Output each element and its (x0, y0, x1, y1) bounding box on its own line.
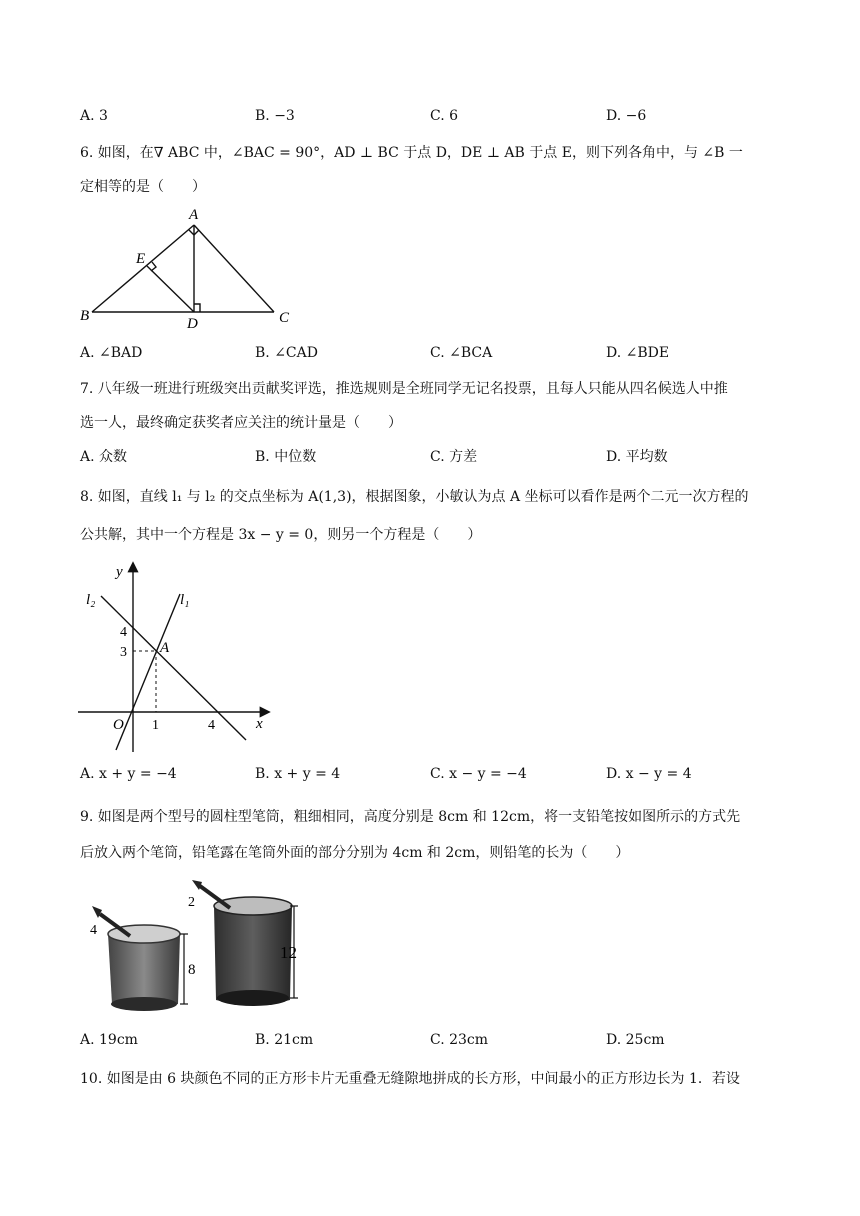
label-x-axis: x (256, 716, 263, 732)
label-left-height: 8 (188, 962, 196, 978)
label-b: B (80, 308, 90, 324)
q8-line-graph (76, 556, 276, 756)
tick-y-4: 4 (120, 625, 127, 640)
label-point-a: A (160, 640, 170, 656)
q9-pen-holder-photo (80, 876, 320, 1026)
q9-option-d: D. 25cm (606, 1032, 665, 1048)
q5-option-b: B. −3 (255, 108, 295, 124)
q6-option-a: A. ∠BAD (80, 345, 143, 361)
q8-option-b: B. x + y = 4 (255, 766, 341, 782)
q6-stem-line1: 6. 如图，在∇ ABC 中，∠BAC = 90°，AD ⊥ BC 于点 D，DE ⊥ AB 于点 E，则下列各角中，与 ∠B 一 (80, 145, 743, 161)
q9-stem-line1: 9. 如图是两个型号的圆柱型笔筒，粗细相同，高度分别是 8cm 和 12cm，将一支铅笔按如图所示的方式先 (80, 809, 741, 825)
label-right-out: 2 (188, 895, 195, 910)
q9-option-a: A. 19cm (80, 1032, 138, 1048)
q7-option-a: A. 众数 (80, 449, 128, 465)
q9-stem-line2: 后放入两个笔筒，铅笔露在笔筒外面的部分分别为 4cm 和 2cm，则铅笔的长为（ ） (80, 845, 630, 861)
label-e: E (136, 251, 146, 267)
q9-option-b: B. 21cm (255, 1032, 314, 1048)
q6-option-b: B. ∠CAD (255, 345, 318, 361)
q5-option-c: C. 6 (430, 108, 459, 124)
q5-option-d: D. −6 (606, 108, 647, 124)
label-l2: l₂ (86, 592, 96, 608)
label-left-out: 4 (90, 923, 97, 938)
q6-triangle-figure (76, 200, 296, 335)
q6-option-c: C. ∠BCA (430, 345, 493, 361)
q10-stem-line1: 10. 如图是由 6 块颜色不同的正方形卡片无重叠无缝隙地拼成的长方形，中间最小的正方形边长为 1．若设 (80, 1071, 740, 1087)
q5-option-a: A. 3 (80, 108, 108, 124)
q7-option-d: D. 平均数 (606, 449, 668, 465)
q8-option-d: D. x − y = 4 (606, 766, 692, 782)
q9-option-c: C. 23cm (430, 1032, 489, 1048)
label-l1: l₁ (180, 592, 190, 608)
tick-x-4: 4 (208, 718, 215, 733)
q7-option-b: B. 中位数 (255, 449, 317, 465)
q7-stem-line2: 选一人，最终确定获奖者应关注的统计量是（ ） (80, 415, 402, 431)
right-pen-holder (192, 880, 292, 1006)
right-angle-mark-d (194, 304, 200, 312)
q8-option-c: C. x − y = −4 (430, 766, 527, 782)
q7-option-c: C. 方差 (430, 449, 478, 465)
q8-stem-line1: 8. 如图，直线 l₁ 与 l₂ 的交点坐标为 A(1,3)，根据图象，小敏认为点 A 坐标可以看作是两个二元一次方程的 (80, 489, 749, 505)
left-pen-holder (92, 906, 180, 1011)
label-y-axis: y (116, 564, 123, 580)
tick-x-1: 1 (152, 718, 159, 733)
q8-stem-line2: 公共解，其中一个方程是 3x − y = 0，则另一个方程是（ ） (80, 527, 482, 543)
label-right-height: 12 (280, 943, 297, 962)
side-ac (194, 225, 274, 312)
label-a: A (189, 207, 199, 223)
side-ba (92, 225, 194, 312)
tick-y-3: 3 (120, 645, 127, 660)
line-l1 (116, 594, 180, 750)
label-d: D (187, 316, 198, 332)
label-origin: O (113, 717, 124, 733)
q7-stem-line1: 7. 八年级一班进行班级突出贡献奖评选，推选规则是全班同学无记名投票，且每人只能从四名候选人中推 (80, 381, 728, 397)
right-angle-mark-e (151, 262, 156, 271)
label-c: C (279, 310, 290, 326)
q8-option-a: A. x + y = −4 (80, 766, 177, 782)
q6-stem-line2: 定相等的是（ ） (80, 179, 206, 195)
q6-option-d: D. ∠BDE (606, 345, 670, 361)
segment-de (147, 266, 194, 312)
